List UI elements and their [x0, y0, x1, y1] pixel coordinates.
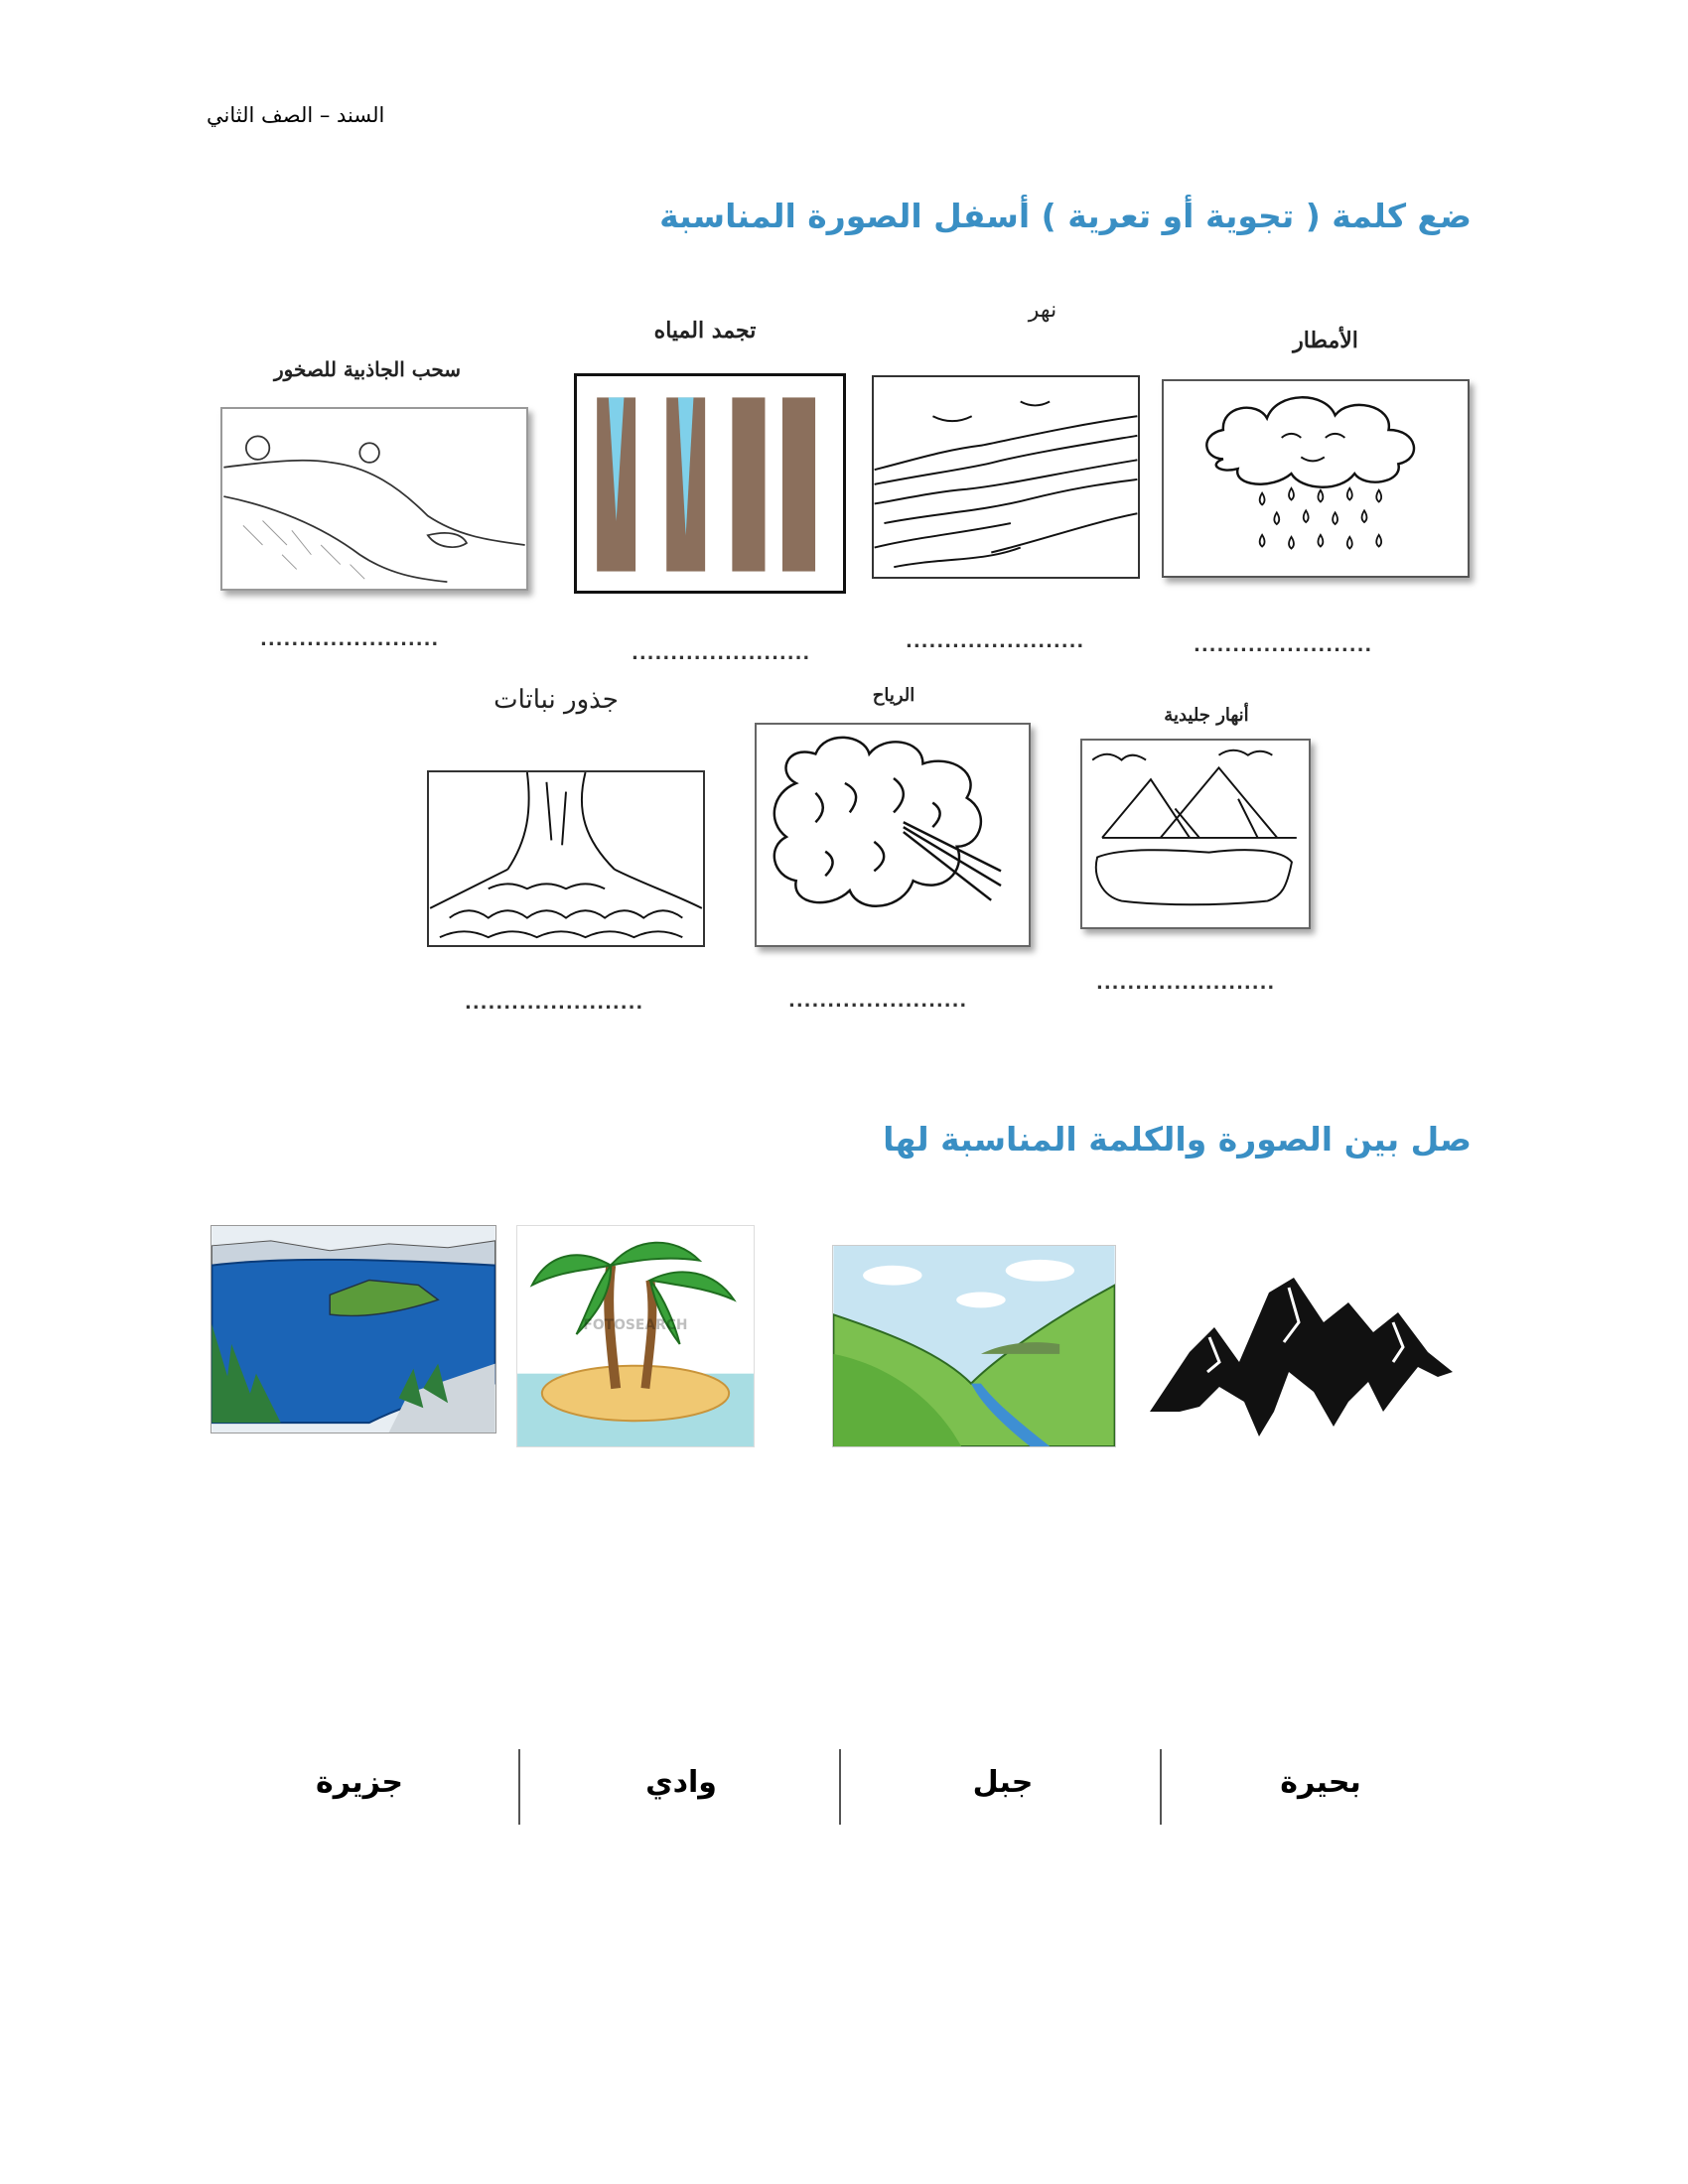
wind-cloud-icon: [757, 725, 1029, 945]
valley-icon: [833, 1246, 1115, 1446]
tree-roots-icon: [429, 772, 703, 945]
watermark: FOTOSEARCH: [583, 1317, 688, 1334]
separator: [1160, 1749, 1162, 1825]
answer-line-wind[interactable]: .......................: [788, 991, 968, 1012]
caption-wind: الرياح: [872, 685, 915, 706]
caption-gravity: سحب الجاذبية للصخور: [273, 357, 462, 381]
word-lake[interactable]: بحيرة: [1280, 1765, 1361, 1800]
answer-line-roots[interactable]: .......................: [465, 993, 644, 1014]
rain-picture: [1162, 379, 1470, 578]
answer-line-gravity[interactable]: .......................: [260, 629, 440, 650]
word-island[interactable]: جزيرة: [316, 1765, 403, 1800]
lake-icon: [211, 1226, 495, 1433]
landslide-icon: [222, 409, 526, 589]
glacier-mountains-icon: [1082, 741, 1309, 927]
river-icon: [874, 377, 1138, 577]
freezing-rocks-icon: [577, 376, 843, 591]
word-mountain[interactable]: جبل: [972, 1765, 1034, 1800]
answer-line-river[interactable]: .......................: [906, 631, 1085, 652]
mountain-picture: [1150, 1253, 1458, 1447]
gravity-picture: [220, 407, 528, 591]
word-valley[interactable]: وادي: [645, 1765, 717, 1800]
river-picture: [872, 375, 1140, 579]
separator: [839, 1749, 841, 1825]
caption-roots: جذور نباتات: [493, 685, 619, 715]
page-header: السند – الصف الثاني: [207, 103, 385, 127]
wind-picture: [755, 723, 1031, 947]
caption-glaciers: أنهار جليدية: [1164, 705, 1249, 726]
caption-river: نهر: [1028, 298, 1057, 323]
section-1-title: ضع كلمة ( تجوية أو تعرية ) أسفل الصورة المناسبة: [659, 197, 1472, 235]
island-picture: [516, 1225, 755, 1447]
freezing-picture: [574, 373, 846, 594]
caption-rain: الأمطار: [1293, 328, 1358, 353]
rain-cloud-icon: [1164, 381, 1468, 576]
answer-line-freezing[interactable]: .......................: [632, 643, 811, 664]
glaciers-picture: [1080, 739, 1311, 929]
island-icon: [517, 1226, 754, 1446]
answer-line-glaciers[interactable]: .......................: [1096, 973, 1276, 994]
answer-line-rain[interactable]: .......................: [1194, 635, 1373, 656]
valley-picture: [832, 1245, 1116, 1447]
mountain-icon: [1150, 1253, 1458, 1447]
separator: [518, 1749, 520, 1825]
section-2-title: صل بين الصورة والكلمة المناسبة لها: [883, 1120, 1472, 1159]
caption-freezing: تجمد المياه: [653, 318, 757, 343]
lake-picture: [211, 1225, 496, 1433]
roots-picture: [427, 770, 705, 947]
